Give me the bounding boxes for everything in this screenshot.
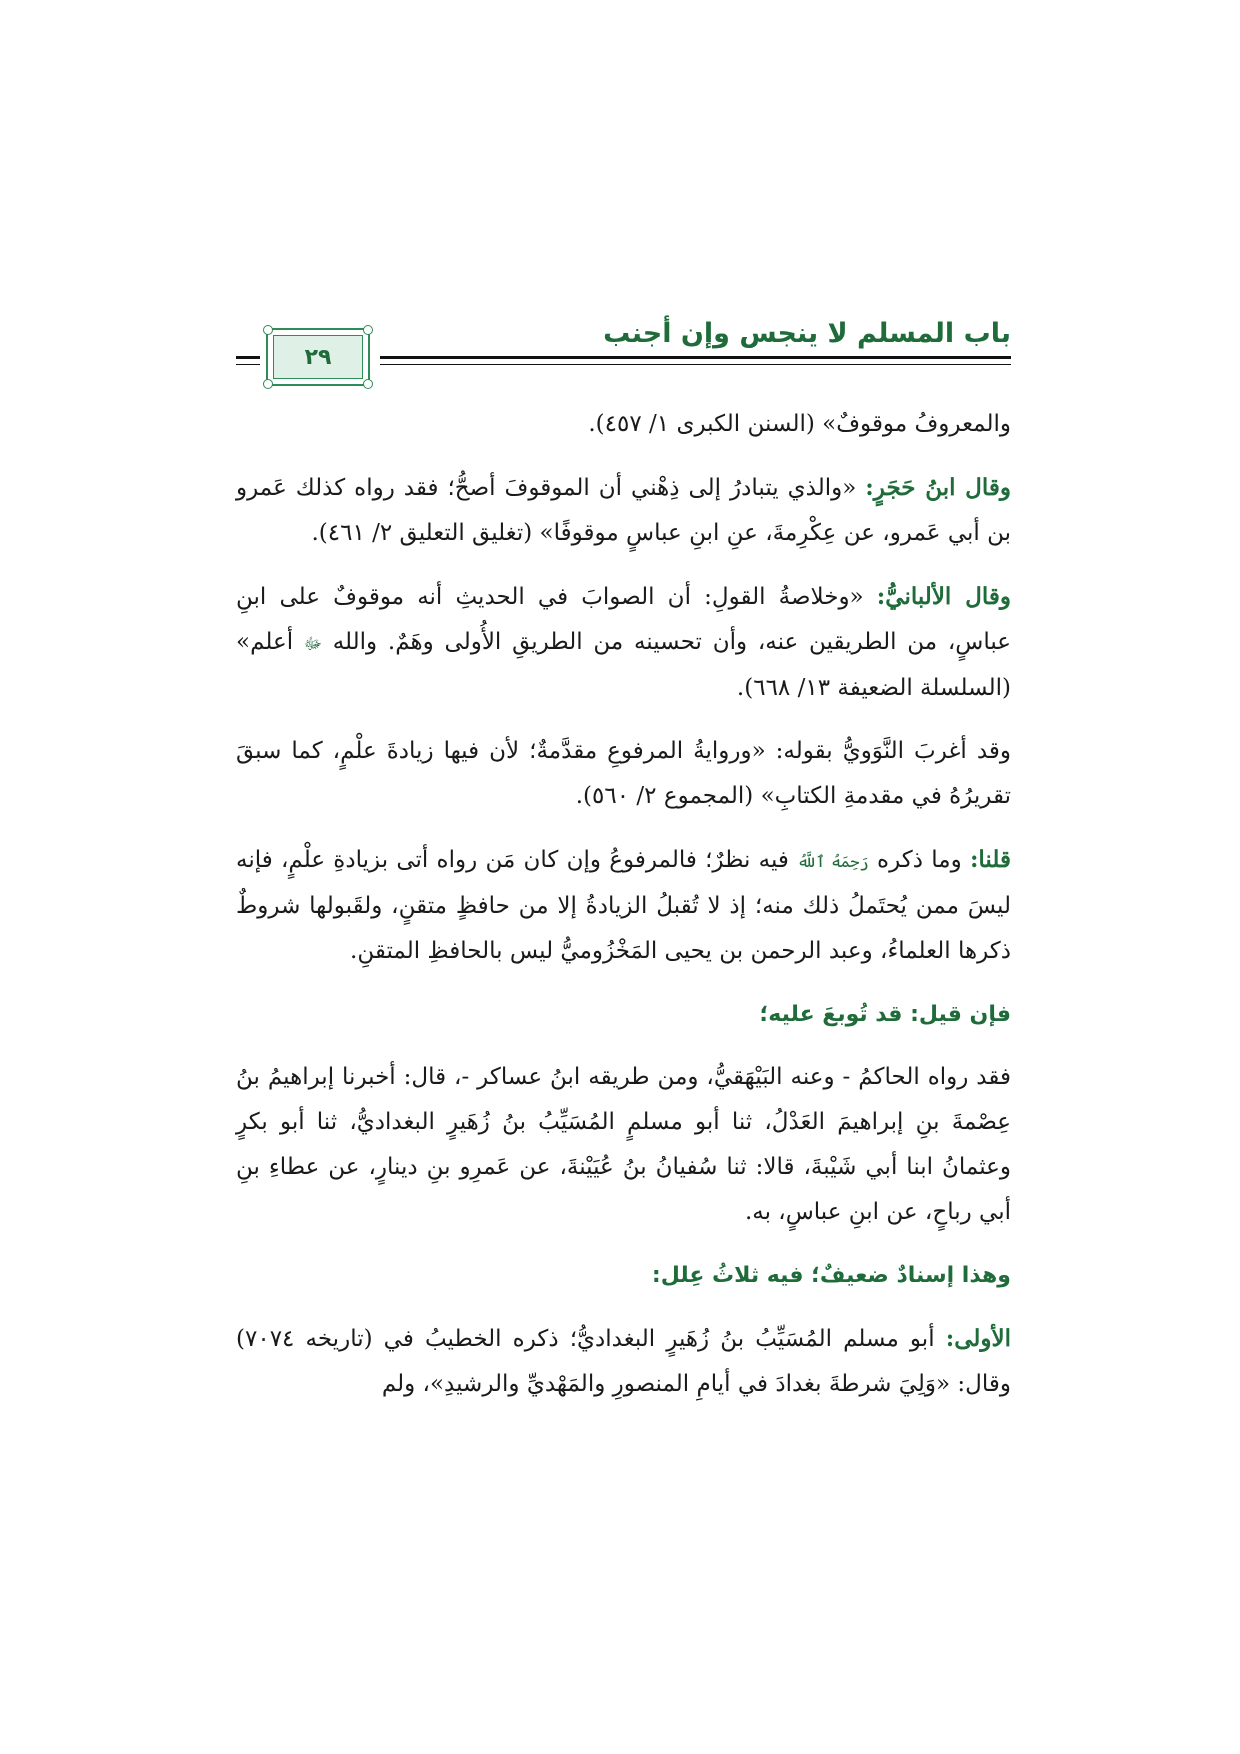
paragraph-text: أعلم» (السلسلة الضعيفة ١٣/ ٦٦٨).: [236, 629, 1011, 701]
page-number: ٢٩: [304, 344, 332, 370]
paragraph: [236, 729, 1011, 819]
frame-ornament: [363, 379, 373, 389]
frame-ornament: [263, 325, 273, 335]
paragraph-text: أبو مسلم المُسَيِّبُ بنُ زُهَيرٍ البغداديُّ؛ ذكره الخطيبُ في (تاريخه ٧٠٧٤) وقال: «وَلِيَ شرطةَ بغدادَ في أيامِ المنصورِ والمَهْديِّ والرشيدِ»، ولم: [236, 1326, 1011, 1397]
paragraph-text: «وخلاصةُ القولِ: أن الصوابَ في الحديثِ أنه موقوفٌ على ابنِ عباسٍ، من الطريقين عنه، وأن تحسينه من الطريقِ الأُولى وهَمٌ. والله: [236, 584, 1011, 655]
header-rule-left-bottom: [236, 364, 260, 365]
paragraph: [236, 574, 1011, 711]
frame-ornament: [263, 379, 273, 389]
paragraph-text: والمعروفُ موقوفٌ» (السنن الكبرى ١/ ٤٥٧).: [588, 411, 1011, 437]
paragraph-text: «والذي يتبادرُ إلى ذِهْني أن الموقوفَ أصحُّ؛ فقد رواه كذلك عَمرو بن أبي عَمرو، عن عِكْرِمةَ، عنِ ابنِ عباسٍ موقوفًا» (تغليق التعليق ٢/ ٤٦١).: [236, 475, 1011, 546]
page-number-box: [273, 335, 363, 379]
paragraph-text: فقد رواه الحاكمُ - وعنه البَيْهَقيُّ، ومن طريقه ابنُ عساكر -، قال: أخبرنا إبراهيمُ بنُ عِصْمةَ بنِ إبراهيمَ العَدْلُ، ثنا أبو مسلمٍ المُسَيِّبُ بنُ زُهَيرٍ البغداديُّ، ثنا أبو بكرٍ وعثمانُ ابنا أبي شَيْبةَ، قالا: ثنا سُفيانُ بنُ عُيَيْنةَ، عن عَمرِو بنِ دينارٍ، عن عطاءِ بنِ أبي رباحٍ، عن ابنِ عباسٍ، به.: [236, 1064, 1011, 1225]
paragraph: [236, 465, 1011, 556]
paragraph-text: وما ذكره: [868, 847, 970, 873]
honorific-glyph: رَحِمَهُ ٱللَّهُ: [797, 852, 869, 871]
section-subheading: فإن قيل: قد تُوبعَ عليه؛: [759, 1002, 1011, 1027]
paragraph-text: وقد أغربَ النَّوَويُّ بقوله: «وروايةُ المرفوعِ مقدَّمةٌ؛ لأن فيها زيادةَ علْمٍ، كما سبقَ تقريرُهُ في مقدمةِ الكتابِ» (المجموع ٢/ ٥٦٠).: [236, 738, 1011, 809]
section-subheading: وهذا إسنادٌ ضعيفٌ؛ فيه ثلاثُ عِلل:: [651, 1263, 1011, 1288]
speaker-label: قلنا:: [969, 846, 1011, 873]
speaker-label: وقال ابنُ حَجَرٍ:: [865, 474, 1011, 501]
page-body: [236, 402, 1011, 1425]
paragraph-text: فيه نظرٌ؛ فالمرفوعُ وإن كان مَن رواه أتى بزيادةِ علْمٍ، فإنه ليسَ ممن يُحتَملُ ذلك منه؛ إذ لا تُقبلُ الزيادةُ إلا من حافظٍ متقنٍ، ولقَبولها شروطٌ ذكرها العلماءُ، وعبد الرحمن بن يحيى المَخْزُوميُّ ليس بالحافظِ المتقنِ.: [236, 847, 1011, 964]
page-number-frame: [266, 328, 370, 386]
item-label: الأولى:: [945, 1325, 1011, 1352]
speaker-label: وقال الألبانيُّ:: [876, 583, 1011, 610]
paragraph: [236, 1055, 1011, 1235]
frame-ornament: [363, 325, 373, 335]
header-rule-bottom: [380, 364, 1011, 365]
honorific-glyph: ﷻ: [303, 634, 322, 653]
paragraph: [236, 837, 1011, 974]
header-rule-top: [380, 356, 1011, 359]
header-rule-left-top: [236, 356, 260, 359]
paragraph: [236, 402, 1011, 447]
paragraph: [236, 1316, 1011, 1407]
chapter-title: باب المسلم لا ينجس وإن أجنب: [603, 318, 1011, 349]
page-header: [236, 318, 1011, 388]
